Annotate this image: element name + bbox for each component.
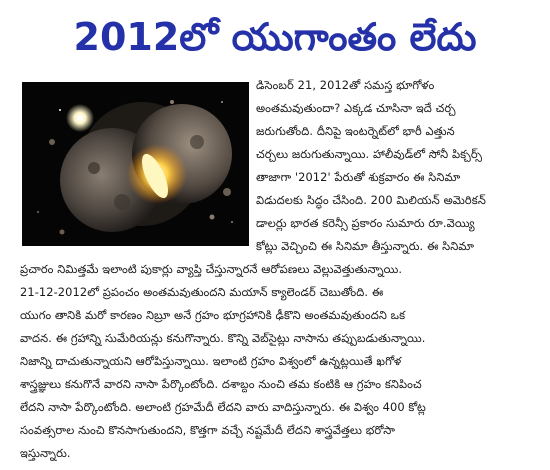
article-line: జరుగుతోంది. దీనిపై ఇంటర్నెట్‌లో భారీ ఎత్తున <box>256 124 455 138</box>
article-line: ప్రచారం నిమిత్తమే ఇలాంటి పుకార్లు వ్యాప్తి చేస్తున్నారనే ఆరోపణలు వెల్లువెత్తుతున్నాయి. <box>20 262 403 276</box>
article-line: డిసెంబర్ 21, 2012తో సమస్త భూగోళం <box>256 78 435 92</box>
article-line: కోట్లు వెచ్చించి ఈ సినిమా తీస్తున్నారు. ఈ సినిమా <box>256 239 475 253</box>
article-line: అంతమవుతుందా? ఎక్కడ చూసినా ఇదే చర్చ <box>256 101 456 115</box>
article-line: శాస్త్రజ్ఞులు కనుగొనే వారని నాసా పేర్కొంటోంది. దశాబ్దం నుంచి తమ కంటికి ఆ గ్రహం కనిపించ <box>20 377 422 391</box>
article-line: నిజాన్ని దాచుతున్నాయని ఆరోపిస్తున్నాయి. ఇలాంటి గ్రహం విశ్వంలో ఉన్నట్లయితే ఖగోళ <box>20 354 402 368</box>
article-line: చర్చలు జరుగుతున్నాయి. హాలీవుడ్‌లో సోనీ పిక్చర్స్ <box>256 147 483 161</box>
planet-collision-illustration-icon <box>22 82 249 246</box>
article-photo <box>22 82 249 246</box>
article-line: వాదన. ఈ గ్రహాన్ని సుమేరియన్లు కనుగొన్నారు. కొన్ని వెబ్‌సైట్లు నాసాను తప్పుబడుతున్నాయి. <box>20 331 426 345</box>
article-line: 21-12-2012లో ప్రపంచం అంతమవుతుందని మయాన్ క్యాలెండర్ చెబుతోంది. ఈ <box>20 285 384 299</box>
article-line: తాజాగా '2012' పేరుతో శుక్రవారం ఈ సినిమా <box>256 170 461 184</box>
article-line: ఇస్తున్నారు. <box>20 446 71 460</box>
article-line: లేదని నాసా పేర్కొంటోంది. అలాంటి గ్రహమేదీ లేదని వారు వాదిస్తున్నారు. ఈ విశ్వం 400 కోట్ల <box>20 400 426 414</box>
article-line: విడుదలకు సిద్ధం చేసింది. 200 మిలియన్ అమెరికన్ <box>256 193 486 207</box>
article-line: సంవత్సరాల నుంచి కొనసాగుతుందని, కొత్తగా వచ్చే నష్టమేదీ లేదని శాస్త్రవేత్తలు భరోసా <box>20 423 396 437</box>
article-line: యుగం తానికి మరో కారణం నిబ్రూ అనే గ్రహం భూగ్రహానికి ఢీకొని అంతమవుతుందని ఒక <box>20 308 406 322</box>
headline: 2012లో యుగాంతం లేదు <box>73 15 477 59</box>
article-line: డాలర్లు భారత కరెన్సీ ప్రకారం సుమారు రూ.వెయ్యి <box>256 216 475 230</box>
